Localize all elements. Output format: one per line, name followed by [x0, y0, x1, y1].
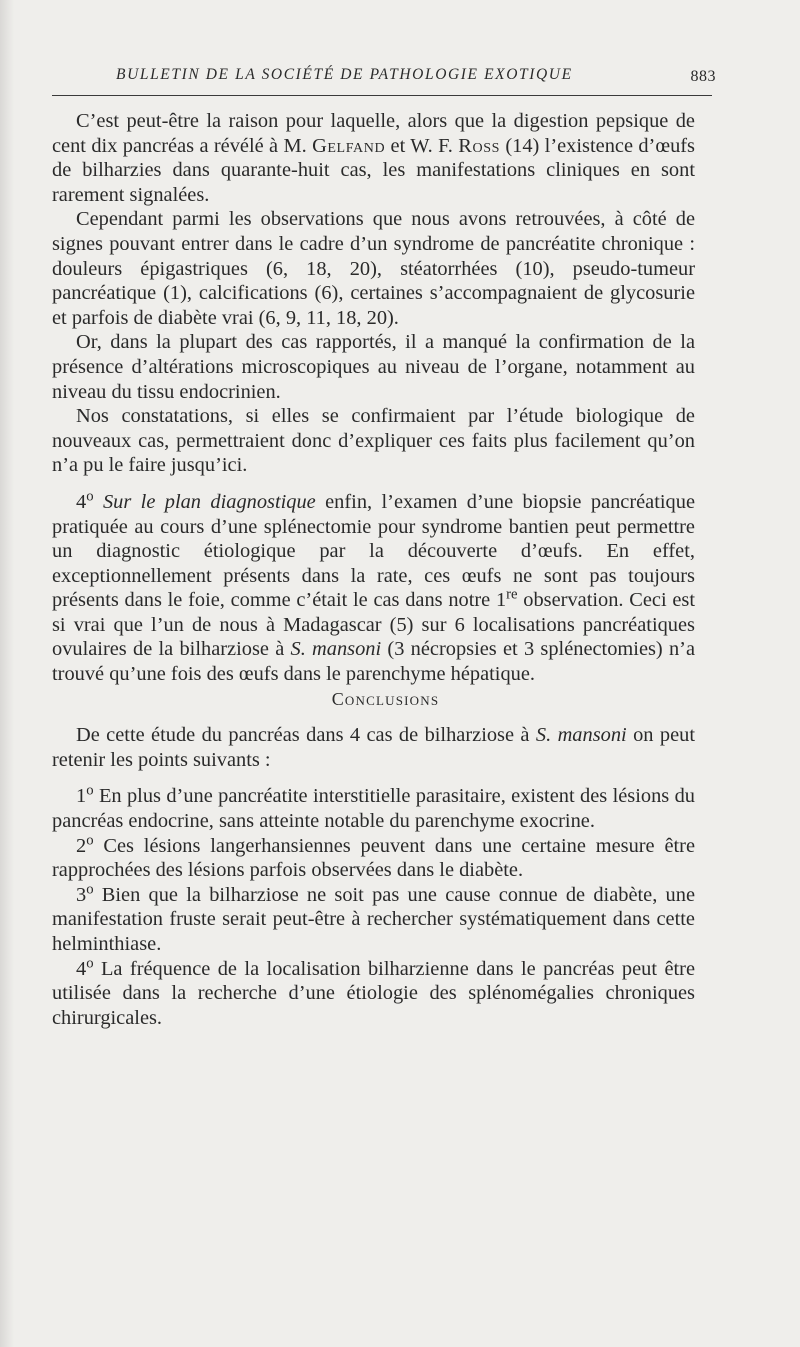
conclusion-item: 2$^o$ Ces lésions langerhansiennes peuvent dans une certaine mesure être rapprochées des lésions parfois observées dans le diabète. [52, 832, 695, 882]
conclusions-intro: De cette étude du pancréas dans 4 cas de bilharziose à S. mansoni on peut retenir les points suivants : [52, 724, 696, 771]
page-binding-edge [0, 0, 14, 1347]
header-rule [52, 95, 712, 96]
conclusion-item: 1$^o$ En plus d’une pancréatite interstitielle parasitaire, existent des lésions du pancréas endocrine, sans atteinte notable du parenchyme exocrine. [52, 783, 695, 833]
section-heading-conclusions: Conclusions [331, 688, 440, 709]
paragraph-2: Cependant parmi les observations que nous avons retrouvées, à côté de signes pouvant entrer dans le cadre d’un syndrome de pancréatite chronique : douleurs épigastriques (6, 18, 20), stéatorrhées (10), pseudo-tumeur pancréatique (1), calcifications (6), certaines s’accompagnaient de glycosurie et parfois de diabète vrai (6, 9, 11, 18, 20). [52, 208, 695, 329]
conclusion-item: 4$^o$ La fréquence de la localisation bilharzienne dans le pancréas peut être utilisée dans la recherche d’une étiologie des splénomégalies chroniques chirurgicales. [52, 955, 695, 1029]
author-name-ross: Ross [458, 134, 500, 157]
section-lead-italic: Sur le plan diagnostique [102, 490, 316, 513]
page-number: 883 [690, 68, 716, 85]
running-title: BULLETIN DE LA SOCIÉTÉ DE PATHOLOGIE EXOTIQUE [116, 66, 573, 83]
body-text [52, 109, 695, 1030]
paragraph-5: 4$^o$ Sur le plan diagnostique enfin, l’examen d’une biopsie pancréatique pratiquée au cours d’une splénectomie pour syndrome bantien peut permettre un diagnostic étiologique par la découverte d’œufs. En effet, exceptionnellement présents dans la rate, ces œufs ne sont pas toujours présents dans le foie, comme c’était le cas dans notre 1re observation. Ceci est si vrai que l’un de nous à Madagascar (5) sur 6 localisations pancréatiques ovulaires de la bilharziose à S. mansoni (3 nécropsies et 3 splénectomies) n’a trouvé qu’une fois des œufs dans le parenchyme hépatique. [52, 488, 696, 686]
page-header [52, 66, 716, 96]
paragraph-1: C’est peut-être la raison pour laquelle, alors que la digestion pepsique de cent dix pancréas a révélé à M. Gelfand et W. F. Ross (14) l’existence d’œufs de bilharzies dans quarante-huit cas, les manifestations cliniques en sont rarement signalées. [52, 110, 695, 206]
paragraph-3: Or, dans la plupart des cas rapportés, il a manqué la confirmation de la présence d’altérations microscopiques au niveau de l’organe, notamment au niveau du tissu endocrinien. [52, 331, 695, 403]
paragraph-4: Nos constatations, si elles se confirmaient par l’étude biologique de nouveaux cas, permettraient donc d’expliquer ces faits plus facilement qu’on n’a pu le faire jusqu’ici. [52, 405, 695, 477]
species-name: S. mansoni [290, 638, 382, 661]
conclusion-item: 3$^o$ Bien que la bilharziose ne soit pas une cause connue de diabète, une manifestation fruste serait peut-être à rechercher systématiquement dans cette helminthiase. [52, 881, 695, 955]
author-name-gelfand: Gelfand [312, 134, 386, 157]
species-name: S. mansoni [535, 724, 627, 747]
